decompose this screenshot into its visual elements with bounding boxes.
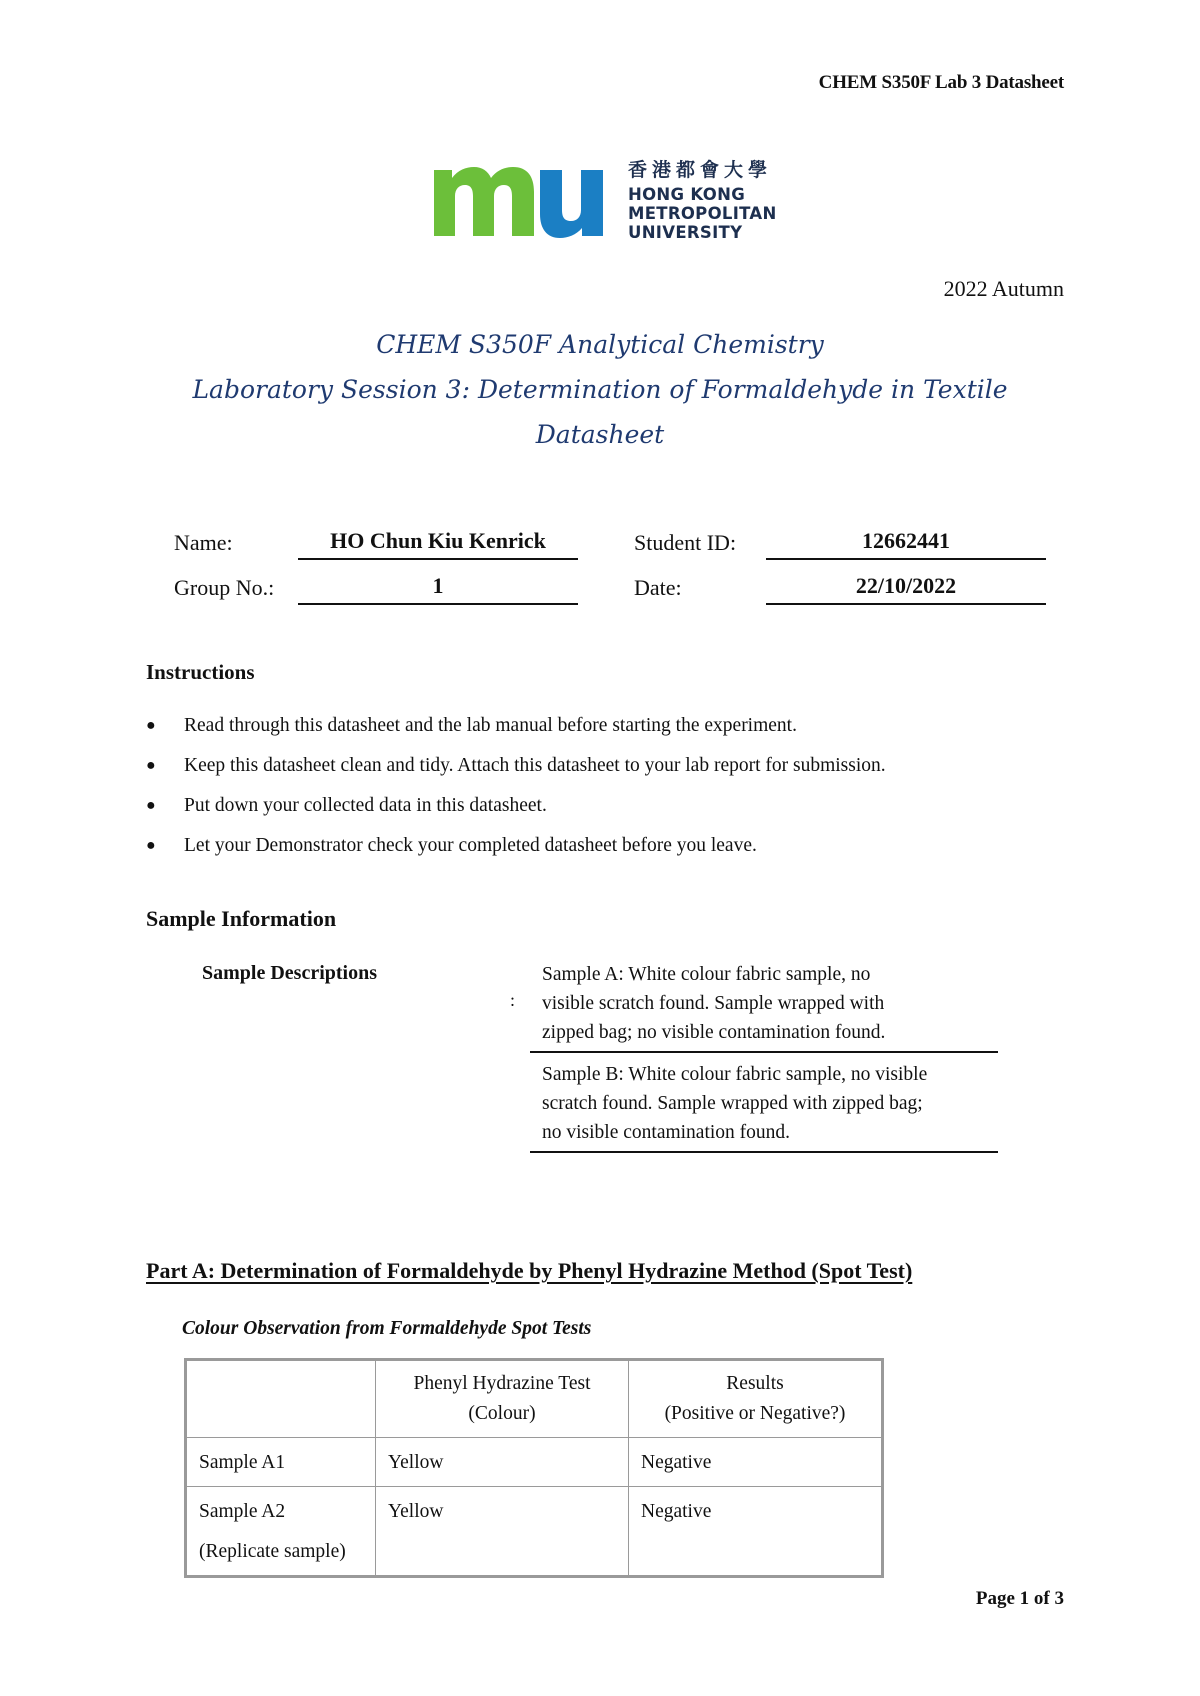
- session-title: Laboratory Session 3: Determination of Formaldehyde in Textile: [192, 375, 1008, 404]
- student-id-field[interactable]: 12662441: [766, 528, 1046, 560]
- university-logo: [432, 158, 792, 242]
- date-field[interactable]: 22/10/2022: [766, 573, 1046, 605]
- name-label: Name:: [174, 530, 233, 555]
- course-title: CHEM S350F Analytical Chemistry: [376, 330, 824, 359]
- university-name-line3: UNIVERSITY: [628, 222, 743, 242]
- table-header-row: [186, 1360, 883, 1438]
- running-header: CHEM S350F Lab 3 Datasheet: [818, 72, 1064, 93]
- bullet-icon: ●: [146, 837, 156, 854]
- bullet-icon: ●: [146, 797, 156, 814]
- list-item: ● Let your Demonstrator check your completed datasheet before you leave.: [146, 826, 886, 866]
- table-row: [186, 1487, 883, 1577]
- sample-information-heading: Sample Information: [146, 906, 337, 931]
- sample-cell: Sample A2 (Replicate sample): [186, 1487, 376, 1577]
- part-a-heading: Part A: Determination of Formaldehyde by Phenyl Hydrazine Method (Spot Test): [146, 1258, 913, 1283]
- student-id-label: Student ID:: [634, 530, 737, 555]
- table-header-colour: Phenyl Hydrazine Test (Colour): [376, 1360, 629, 1438]
- result-cell[interactable]: Negative: [629, 1487, 883, 1577]
- date-label: Date:: [634, 575, 682, 600]
- university-name: [628, 160, 777, 243]
- sample-b-description[interactable]: Sample B: White colour fabric sample, no visible scratch found. Sample wrapped with zipped bag; no visible contamination found.: [530, 1060, 998, 1153]
- instructions-heading: Instructions: [146, 660, 255, 684]
- colour-cell[interactable]: Yellow: [376, 1487, 629, 1577]
- name-field[interactable]: HO Chun Kiu Kenrick: [298, 528, 578, 560]
- page-number: Page 1 of 3: [975, 1588, 1064, 1609]
- colon-separator: :: [510, 990, 516, 1010]
- document-type: Datasheet: [535, 420, 665, 449]
- result-cell[interactable]: Negative: [629, 1438, 883, 1487]
- list-item: ● Keep this datasheet clean and tidy. Attach this datasheet to your lab report for submission.: [146, 746, 886, 786]
- table-header-sample: [186, 1360, 376, 1438]
- mu-logo-mark: [432, 158, 622, 242]
- table-header-results: Results (Positive or Negative?): [629, 1360, 883, 1438]
- table-row: [186, 1438, 883, 1487]
- university-name-line1: HONG KONG: [628, 184, 746, 204]
- list-item: ● Read through this datasheet and the lab manual before starting the experiment.: [146, 706, 886, 746]
- colour-cell[interactable]: Yellow: [376, 1438, 629, 1487]
- sample-descriptions-label: Sample Descriptions: [202, 962, 377, 984]
- university-name-chinese: 香港都會大學: [628, 159, 773, 181]
- bullet-icon: ●: [146, 757, 156, 774]
- university-name-line2: METROPOLITAN: [628, 203, 777, 223]
- sample-cell: Sample A1: [186, 1438, 376, 1487]
- table-caption: Colour Observation from Formaldehyde Spot Tests: [182, 1318, 592, 1339]
- spot-test-table: [184, 1358, 884, 1578]
- group-field[interactable]: 1: [298, 573, 578, 605]
- group-label: Group No.:: [174, 575, 275, 600]
- sample-a-description[interactable]: Sample A: White colour fabric sample, no visible scratch found. Sample wrapped with zipped bag; no visible contamination found.: [530, 960, 998, 1053]
- instructions-list: [146, 706, 886, 866]
- bullet-icon: ●: [146, 717, 156, 734]
- semester: 2022 Autumn: [943, 276, 1064, 301]
- list-item: ● Put down your collected data in this datasheet.: [146, 786, 886, 826]
